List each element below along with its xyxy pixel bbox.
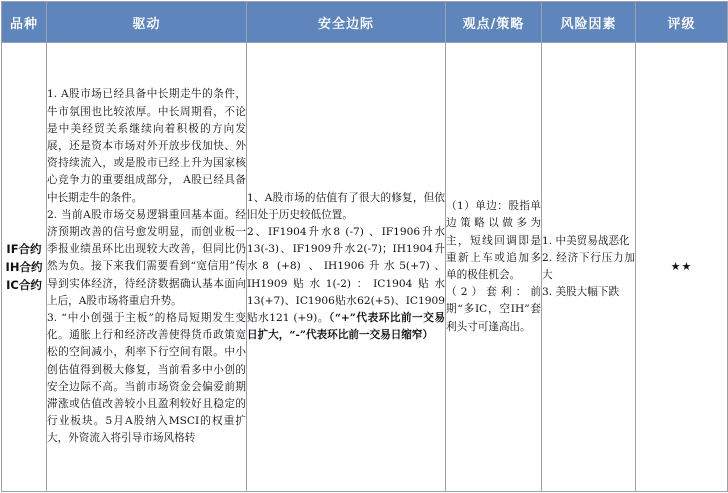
variety-ic: IC合约 [6,278,42,292]
variety-if: IF合约 [6,242,42,256]
safety-margin-text [247,190,445,345]
strategy-arbitrage: （2）套利：前期“多IC，空IH”套利头寸可逢高出。 [446,286,541,333]
header-rating: 评级 [636,2,728,43]
driver-point-3: 3. “中小创强于主板”的格局短期发生变化。通胀上行和经济改善使得货币政策宽松的空间减小，利率下行空间有限。中小创估值得到极大修复，当前看多中小创的安全边际不高。当前市场资金会偏爱前期滞涨或估值改善较小且盈利较好且稳定的行业板块。5月A股纳入MSCI的权重扩大，外资流入将引导市场风格转 [47,312,246,445]
futures-strategy-table [1,1,728,492]
rating-cell [636,43,728,492]
risk-factors-cell [542,43,636,492]
variety-cell [2,43,47,492]
safety-margin-note: （“+”代表环比前一交易日扩大，“-”代表环比前一交易日缩窄） [247,312,445,342]
view-strategy-cell [446,43,542,492]
risk-factor-3: 3. 美股大幅下跌 [542,286,620,299]
risk-factor-2: 2. 经济下行压力加大 [542,251,635,281]
strategy-single-side: （1）单边：股指单边策略以做多为主，短线回调即是重新上车或追加多单的极佳机会。 [446,200,541,281]
safety-margin-cell [247,43,446,492]
rating-stars: ★★ [670,260,693,274]
driver-point-1: 1. A股市场已经具备中长期走牛的条件，牛市氛围也比较浓厚。中长周期看，不论是中美经贸关系继续向着积极的方向发展，还是资本市场对外开放步伐加快、外资持续流入，或是股市已经上升为国家核心竞争力的重要组成部分， A股已经具备中长期走牛的条件。 [47,88,246,204]
header-row [2,2,728,43]
driver-point-2: 2. 当前A股市场交易逻辑重回基本面。经济预期改善的信号愈发明显，而创业板一季报业绩虽环比出现较大改善，但同比仍然为负。接下来我们需要看到“宽信用”传导到实体经济，待经济数据确认基本面向上后，A股市场将重启升势。 [47,208,246,307]
variety-ih: IH合约 [5,260,43,274]
header-risk-factors: 风险因素 [542,2,636,43]
driver-cell [47,43,247,492]
safety-margin-main: 1、A股市场的估值有了很大的修复，但依旧处于历史较低位置。 2、IF1904升水8 (-7) 、IF1906升水13(-3)、IF1909升水2(-7)；IH1904升水8 (+8) 、IH1906升水5(+7)、IH1909贴水1(-2)：IC1904贴水13(+7)、IC1906贴水62(+5)、IC1909贴水121 (+9)。 [247,191,445,324]
header-safety-margin: 安全边际 [247,2,446,43]
risk-factor-1: 1. 中美贸易战恶化 [542,234,630,247]
header-driver: 驱动 [47,2,247,43]
table-row [2,43,728,492]
header-view-strategy: 观点/策略 [446,2,542,43]
header-variety: 品种 [2,2,47,43]
